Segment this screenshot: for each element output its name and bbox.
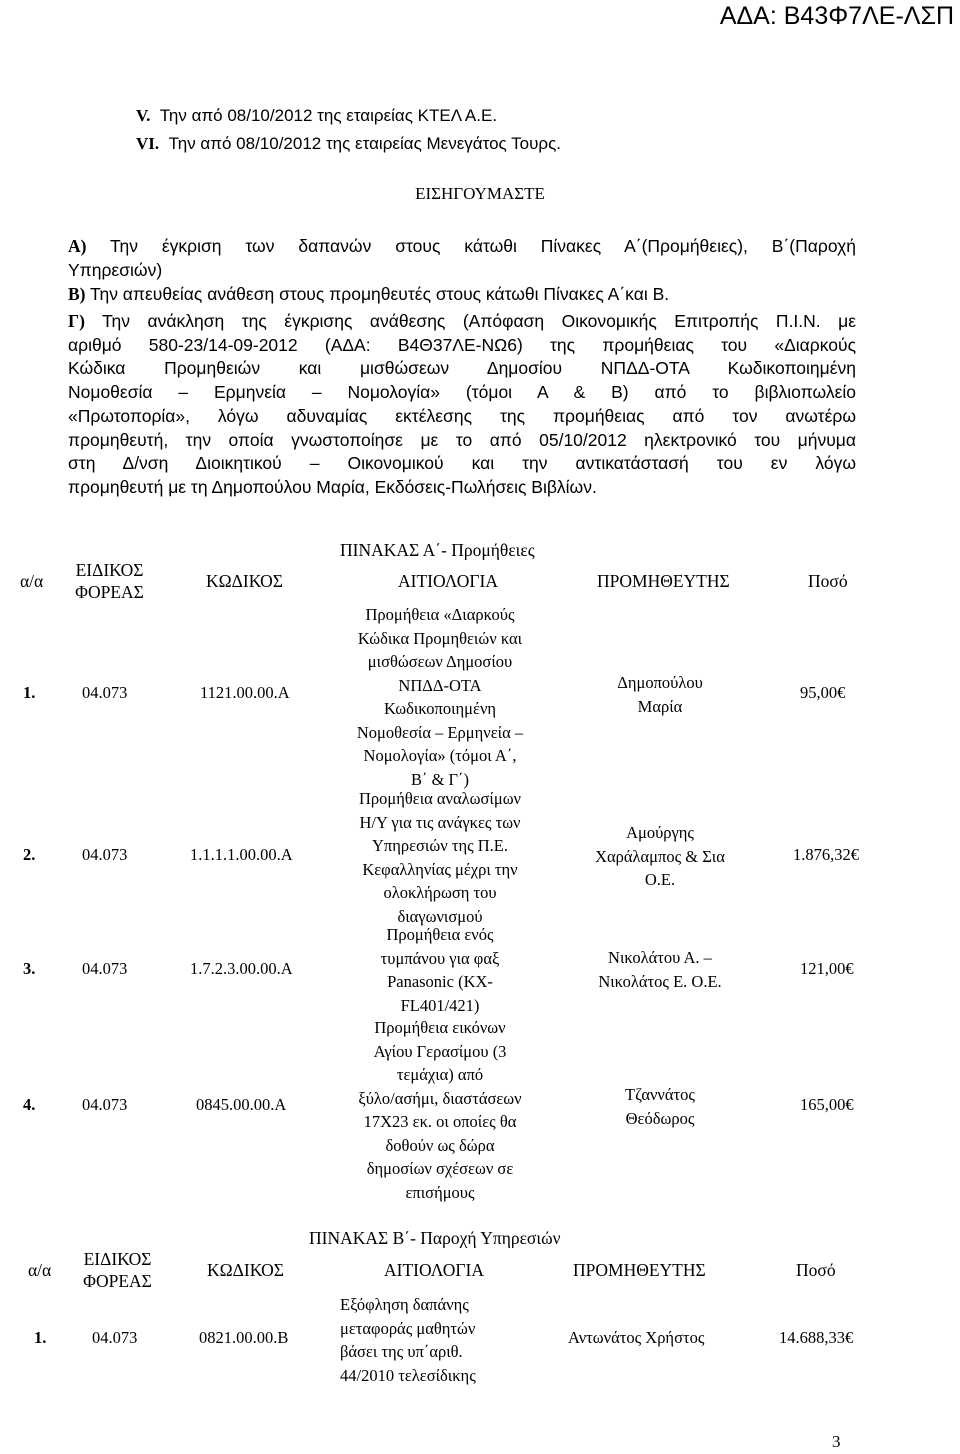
col-foreas: ΕΙΔΙΚΟΣ ΦΟΡΕΑΣ bbox=[83, 1249, 152, 1291]
row-amount: 95,00€ bbox=[800, 683, 846, 702]
row-supplier: Αντωνάτος Χρήστος bbox=[568, 1328, 705, 1347]
row-desc: Εξόφληση δαπάνης μεταφοράς μαθητών βάσει της υπ΄αριθ. 44/2010 τελεσίδικης bbox=[340, 1295, 476, 1385]
proposal-a: Α) Την έγκριση των δαπανών στους κάτωθι Πίνακες Α΄(Προμήθειες), Β΄(Παροχή Υπηρεσιών) bbox=[68, 236, 857, 280]
col-code: ΚΩΔΙΚΟΣ bbox=[206, 571, 283, 591]
col-desc: ΑΙΤΙΟΛΟΓΙΑ bbox=[398, 571, 498, 591]
col-amount: Ποσό bbox=[796, 1260, 836, 1280]
row-aa: 2. bbox=[23, 845, 36, 864]
col-aa: α/α bbox=[20, 571, 44, 591]
ada-code: ΑΔΑ: Β43Φ7ΛΕ-ΛΣΠ bbox=[719, 2, 954, 30]
table-a-title: ΠΙΝΑΚΑΣ Α΄- Προμήθειες bbox=[340, 540, 535, 560]
list-item: VI. Την από 08/10/2012 της εταιρείας Μενεγάτος Τουρς. bbox=[136, 134, 562, 153]
col-desc: ΑΙΤΙΟΛΟΓΙΑ bbox=[384, 1260, 484, 1280]
table-b-title: ΠΙΝΑΚΑΣ Β΄- Παροχή Υπηρεσιών bbox=[309, 1228, 561, 1248]
row-aa: 3. bbox=[23, 959, 36, 978]
row-code: 0821.00.00.Β bbox=[199, 1328, 289, 1347]
row-aa: 1. bbox=[34, 1328, 47, 1347]
col-supplier: ΠΡΟΜΗΘΕΥΤΗΣ bbox=[597, 571, 730, 591]
row-foreas: 04.073 bbox=[82, 1095, 128, 1114]
row-amount: 1.876,32€ bbox=[793, 845, 859, 864]
row-desc: Προμήθεια ενός τυμπάνου για φαξ Panasonic (KX- FL401/421) bbox=[380, 925, 500, 1015]
row-supplier: Τζαννάτος Θεόδωρος bbox=[625, 1085, 695, 1128]
row-amount: 121,00€ bbox=[800, 959, 854, 978]
row-aa: 4. bbox=[23, 1095, 36, 1114]
row-foreas: 04.073 bbox=[82, 959, 128, 978]
col-aa: α/α bbox=[28, 1260, 52, 1280]
row-desc: Προμήθεια «Διαρκούς Κώδικα Προμηθειών και μισθώσεων Δημοσίου ΝΠΔΔ-ΟΤΑ Κωδικοποιημένη Νομοθεσία – Ερμηνεία – Νομολογία» (τόμοι Α΄, Β΄ & Γ΄) bbox=[356, 605, 524, 789]
proposal-c: Γ) Την ανάκληση της έγκρισης ανάθεσης (Απόφαση Οικονομικής Επιτροπής Π.Ι.Ν. με αριθμό 580-23/14-09-2012 (ΑΔΑ: Β4Θ37ΛΕ-ΝΩ6) της προμήθειας του «Διαρκούς Κώδικα Προμηθειών και μισθώσεων Δημοσίου ΝΠΔΔ-ΟΤΑ Κωδικοποιημένη Νομοθεσία – Ερμηνεία – Νομολογία» (τόμοι Α & Β) από το βιβλιοπωλείο «Πρωτοπορία», λόγω αδυναμίας εκτέλεσης της προμήθειας από τον ανωτέρω προμηθευτή, την οποία γνωστοποίησε με το από 05/10/2012 ηλεκτρονικό του μήνυμα στη Δ/νση Διοικητικού – Οικονομικού και την αντικατάστασή του εν λόγω προμηθευτή με τη Δημοπούλου Μαρία, Εκδόσεις-Πωλήσεις Βιβλίων. bbox=[68, 311, 857, 497]
row-supplier: Δημοπούλου Μαρία bbox=[617, 673, 703, 716]
row-supplier: Νικολάτου Α. – Νικολάτος Ε. Ο.Ε. bbox=[598, 948, 722, 991]
row-code: 1121.00.00.Α bbox=[200, 683, 290, 702]
list-item: V. Την από 08/10/2012 της εταιρείας ΚΤΕΛ Α.Ε. bbox=[136, 106, 498, 125]
col-code: ΚΩΔΙΚΟΣ bbox=[207, 1260, 284, 1280]
row-amount: 165,00€ bbox=[800, 1095, 854, 1114]
col-foreas: ΕΙΔΙΚΟΣ ΦΟΡΕΑΣ bbox=[75, 560, 144, 602]
section-heading: ΕΙΣΗΓΟΥΜΑΣΤΕ bbox=[415, 184, 545, 203]
row-desc: Προμήθεια αναλωσίμων Η/Υ για τις ανάγκες των Υπηρεσιών της Π.Ε. Κεφαλληνίας μέχρι την ολοκλήρωση του διαγωνισμού bbox=[358, 789, 522, 926]
col-supplier: ΠΡΟΜΗΘΕΥΤΗΣ bbox=[573, 1260, 706, 1280]
row-code: 1.7.2.3.00.00.Α bbox=[190, 959, 293, 978]
row-foreas: 04.073 bbox=[92, 1328, 138, 1347]
row-code: 1.1.1.1.00.00.Α bbox=[190, 845, 293, 864]
row-code: 0845.00.00.Α bbox=[196, 1095, 287, 1114]
proposal-b: Β) Την απευθείας ανάθεση στους προμηθευτές στους κάτωθι Πίνακες Α΄και Β. bbox=[68, 284, 670, 304]
row-foreas: 04.073 bbox=[82, 845, 128, 864]
col-amount: Ποσό bbox=[808, 571, 848, 591]
page-number: 3 bbox=[832, 1432, 841, 1451]
row-desc: Προμήθεια εικόνων Αγίου Γερασίμου (3 τεμάχια) από ξύλο/ασήμι, διαστάσεων 17Χ23 εκ. οι οποίες θα δοθούν ως δώρα δημοσίων σχέσεων σε επισήμους bbox=[358, 1018, 522, 1202]
row-aa: 1. bbox=[23, 683, 36, 702]
row-foreas: 04.073 bbox=[82, 683, 128, 702]
row-supplier: Αμούργης Χαράλαμπος & Σια Ο.Ε. bbox=[595, 823, 725, 889]
row-amount: 14.688,33€ bbox=[779, 1328, 854, 1347]
